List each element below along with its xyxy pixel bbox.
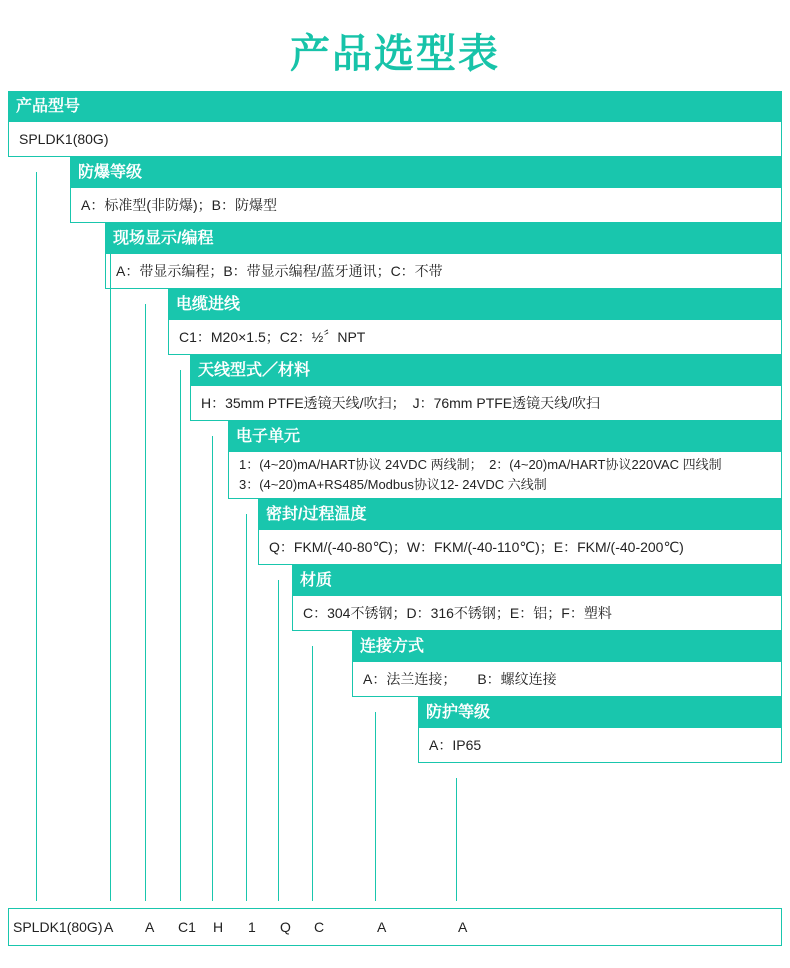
row-header-antenna-type: 天线型式／材料 bbox=[190, 355, 782, 386]
ladder-row-3 bbox=[0, 223, 790, 289]
summary-cell-seal: Q bbox=[280, 919, 291, 935]
ladder-row-5 bbox=[0, 355, 790, 421]
summary-cell-material: C bbox=[314, 919, 325, 935]
row-body-cable-entry bbox=[168, 320, 782, 355]
row-header-protection-rating: 防护等级 bbox=[418, 697, 782, 728]
ladder-rows bbox=[0, 91, 790, 763]
connector-line bbox=[36, 172, 37, 901]
row-body-line: A：带显示编程；B：带显示编程/蓝牙通讯；C：不带 bbox=[116, 263, 443, 279]
row-header-electronics-unit: 电子单元 bbox=[228, 421, 782, 452]
row-header-connection-type: 连接方式 bbox=[352, 631, 782, 662]
summary-cell-model: SPLDK1(80G) bbox=[13, 919, 103, 935]
row-body-protection-rating bbox=[418, 728, 782, 763]
row-header-seal-process-temp: 密封/过程温度 bbox=[258, 499, 782, 530]
ladder-row-2 bbox=[0, 157, 790, 223]
row-body-product-model bbox=[8, 122, 782, 157]
row-body-line: C：304不锈钢；D：316不锈钢；E：铝；F：塑料 bbox=[303, 605, 612, 621]
row-body-connection-type bbox=[352, 662, 782, 697]
row-header-ex-rating: 防爆等级 bbox=[70, 157, 782, 188]
row-body-display-programming bbox=[105, 254, 782, 289]
summary-cell-protection: A bbox=[458, 919, 468, 935]
summary-cell-display: A bbox=[145, 919, 155, 935]
row-body-electronics-unit bbox=[228, 452, 782, 499]
row-body-antenna-type bbox=[190, 386, 782, 421]
summary-cell-connection: A bbox=[377, 919, 387, 935]
page-title: 产品选型表 bbox=[290, 32, 500, 76]
connector-line bbox=[246, 514, 247, 901]
row-body-line: 1：(4~20)mA/HART协议 24VDC 两线制； 2：(4~20)mA/HART协议220VAC 四线制 bbox=[239, 457, 722, 472]
summary-cell-cable: C1 bbox=[178, 919, 196, 935]
summary-cell-antenna: H bbox=[213, 919, 224, 935]
row-body-line: 3：(4~20)mA+RS485/Modbus协议12- 24VDC 六线制 bbox=[239, 477, 547, 493]
row-body-line: Q：FKM/(-40-80℃)；W：FKM/(-40-110℃)；E：FKM/(-40-200℃) bbox=[269, 539, 684, 555]
connector-line bbox=[110, 238, 111, 901]
row-header-product-model: 产品型号 bbox=[8, 91, 782, 122]
row-body-line: A：法兰连接； B：螺纹连接 bbox=[363, 671, 557, 687]
ladder-row-1 bbox=[0, 91, 790, 157]
row-body-line: SPLDK1(80G) bbox=[19, 131, 109, 147]
ladder-row-8 bbox=[0, 565, 790, 631]
connector-line bbox=[212, 436, 213, 901]
connector-line bbox=[456, 778, 457, 901]
connector-line bbox=[375, 712, 376, 901]
ladder-row-7 bbox=[0, 499, 790, 565]
summary-bar bbox=[8, 908, 782, 946]
row-body-line: A：标准型(非防爆)；B：防爆型 bbox=[81, 197, 277, 213]
ladder-row-4 bbox=[0, 289, 790, 355]
ladder-row-9 bbox=[0, 631, 790, 697]
ladder-row-10 bbox=[0, 697, 790, 763]
row-body-line: C1：M20×1.5；C2：½〞NPT bbox=[179, 329, 366, 345]
connector-line bbox=[180, 370, 181, 901]
row-header-cable-entry: 电缆进线 bbox=[168, 289, 782, 320]
row-header-display-programming: 现场显示/编程 bbox=[105, 223, 782, 254]
ladder-row-6 bbox=[0, 421, 790, 499]
row-header-material: 材质 bbox=[292, 565, 782, 596]
row-body-seal-process-temp bbox=[258, 530, 782, 565]
connector-line bbox=[312, 646, 313, 901]
row-body-material bbox=[292, 596, 782, 631]
connector-line bbox=[145, 304, 146, 901]
summary-cell-electronics: 1 bbox=[248, 919, 256, 935]
row-body-line: A：IP65 bbox=[429, 737, 482, 753]
summary-cell-ex: A bbox=[104, 919, 114, 935]
row-body-line: H：35mm PTFE透镜天线/吹扫； J：76mm PTFE透镜天线/吹扫 bbox=[201, 395, 601, 411]
connector-line bbox=[278, 580, 279, 901]
row-body-ex-rating bbox=[70, 188, 782, 223]
